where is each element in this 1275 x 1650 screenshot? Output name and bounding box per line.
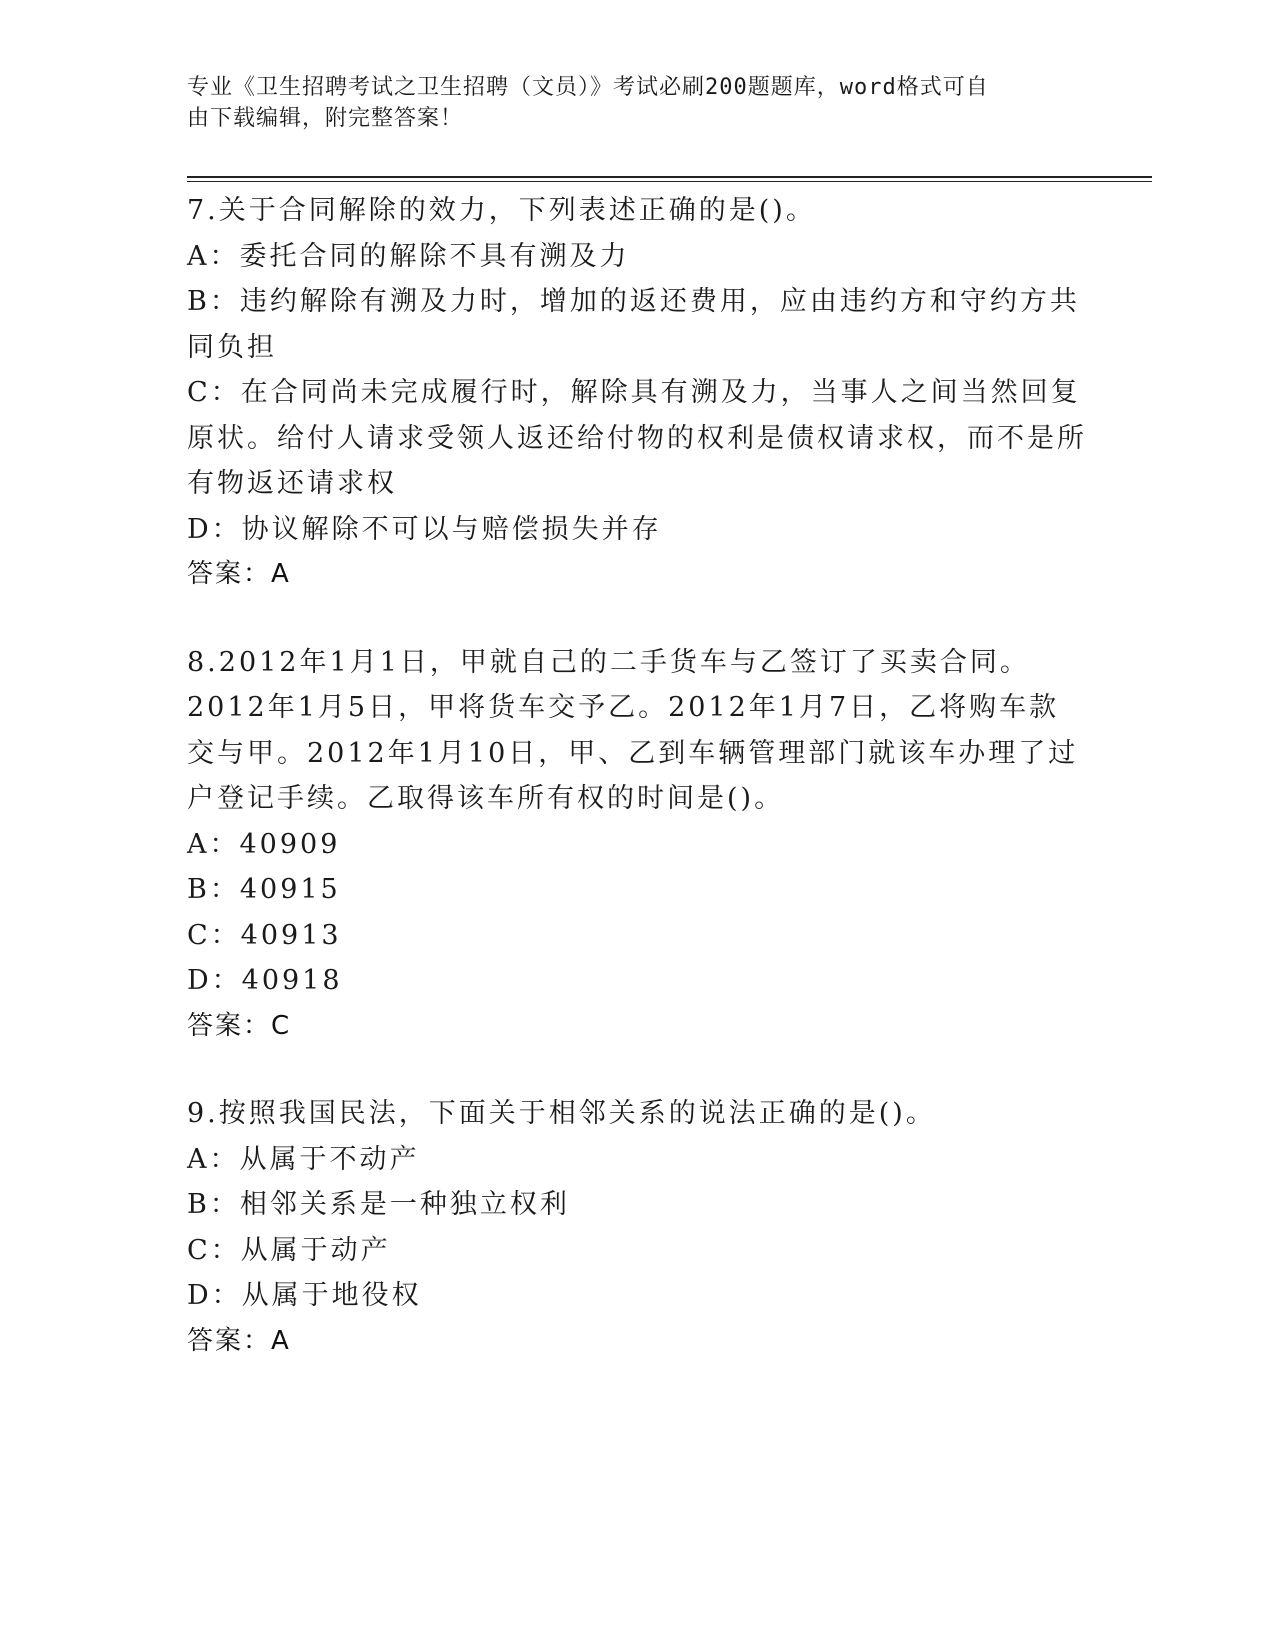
header-divider-thin [187, 181, 1152, 182]
option-a: A：从属于不动产 [187, 1143, 420, 1175]
header-divider-thick [187, 176, 1152, 178]
option-a: A：委托合同的解除不具有溯及力 [187, 240, 630, 272]
option-c: C：从属于动产 [187, 1234, 391, 1266]
intro-line-2: 由下载编辑，附完整答案！ [187, 106, 464, 131]
option-c: C：40913 [187, 919, 342, 951]
question-8 [187, 640, 1087, 1050]
option-b: B：相邻关系是一种独立权利 [187, 1189, 570, 1220]
intro-line-1: 专业《卫生招聘考试之卫生招聘（文员）》考试必刷200题题库，word格式可自 [187, 75, 989, 100]
option-c: C：在合同尚未完成履行时，解除具有溯及力，当事人之间当然回复原状。给付人请求受领人返还给付物的权利是债权请求权，而不是所有物返还请求权 [187, 377, 1087, 499]
answer-label: 答案：A [187, 559, 291, 589]
option-d: D：40918 [187, 965, 343, 996]
question-7 [187, 188, 1087, 598]
option-b: B：40915 [187, 874, 341, 905]
question-stem: 8.2012年1月1日，甲就自己的二手货车与乙签订了买卖合同。2012年1月5日，甲将货车交予乙。2012年1月7日，乙将购车款交与甲。2012年1月10日，甲、乙到车辆管理部门就该车办理了过户登记手续。乙取得该车所有权的时间是()。 [187, 646, 1079, 814]
option-d: D：协议解除不可以与赔偿损失并存 [187, 513, 662, 545]
question-stem: 7.关于合同解除的效力，下列表述正确的是()。 [187, 195, 816, 226]
document-intro [187, 72, 1067, 134]
question-list [187, 188, 1087, 1406]
question-9 [187, 1091, 1087, 1364]
question-stem: 9.按照我国民法，下面关于相邻关系的说法正确的是()。 [187, 1098, 936, 1129]
option-b: B：违约解除有溯及力时，增加的返还费用，应由违约方和守约方共同负担 [187, 286, 1080, 363]
answer-label: 答案：C [187, 1010, 292, 1041]
answer-label: 答案：A [187, 1325, 291, 1356]
option-a: A：40909 [187, 828, 341, 860]
option-d: D：从属于地役权 [187, 1280, 422, 1311]
